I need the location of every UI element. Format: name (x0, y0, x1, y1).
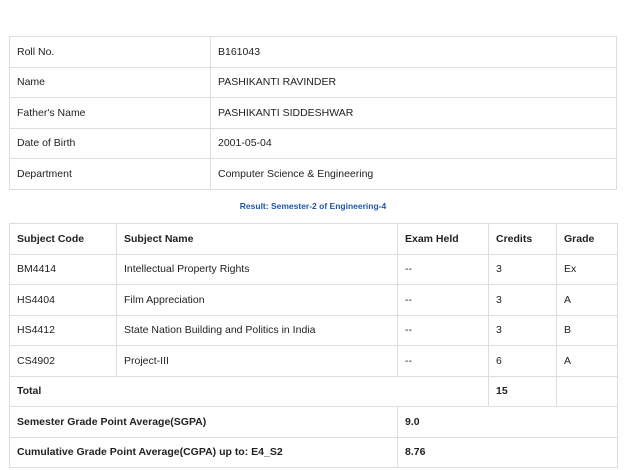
info-row-roll (10, 37, 617, 68)
table-row (10, 254, 618, 285)
total-row (10, 376, 618, 407)
father-name-label: Father's Name (10, 98, 211, 129)
result-page (9, 36, 617, 468)
sgpa-row (10, 407, 618, 438)
subject-code: HS4412 (10, 315, 117, 346)
roll-label: Roll No. (10, 37, 211, 68)
sgpa-value: 9.0 (398, 407, 618, 438)
grade: Ex (557, 254, 618, 285)
credits: 3 (489, 254, 557, 285)
roll-value: B161043 (211, 37, 617, 68)
table-row (10, 346, 618, 377)
exam-held: -- (398, 346, 489, 377)
subject-name: Film Appreciation (117, 285, 398, 316)
subject-name: State Nation Building and Politics in India (117, 315, 398, 346)
grade: A (557, 346, 618, 377)
name-value: PASHIKANTI RAVINDER (211, 67, 617, 98)
grades-table (9, 223, 618, 469)
info-row-department (10, 159, 617, 190)
dob-label: Date of Birth (10, 128, 211, 159)
header-exam-held: Exam Held (398, 223, 489, 254)
info-row-father (10, 98, 617, 129)
result-caption: Result: Semester-2 of Engineering-4 (239, 200, 387, 211)
table-row (10, 285, 618, 316)
exam-held: -- (398, 315, 489, 346)
name-label: Name (10, 67, 211, 98)
grades-header-row (10, 223, 618, 254)
info-row-name (10, 67, 617, 98)
info-row-dob (10, 128, 617, 159)
credits: 6 (489, 346, 557, 377)
father-name-value: PASHIKANTI SIDDESHWAR (211, 98, 617, 129)
grade: A (557, 285, 618, 316)
subject-code: CS4902 (10, 346, 117, 377)
subject-code: HS4404 (10, 285, 117, 316)
cgpa-value: 8.76 (398, 437, 618, 468)
header-credits: Credits (489, 223, 557, 254)
exam-held: -- (398, 285, 489, 316)
sgpa-label: Semester Grade Point Average(SGPA) (10, 407, 398, 438)
credits: 3 (489, 285, 557, 316)
table-row (10, 315, 618, 346)
cgpa-row (10, 437, 618, 468)
header-grade: Grade (557, 223, 618, 254)
subject-code: BM4414 (10, 254, 117, 285)
department-label: Department (10, 159, 211, 190)
subject-name: Project-III (117, 346, 398, 377)
dob-value: 2001-05-04 (211, 128, 617, 159)
header-subject-name: Subject Name (117, 223, 398, 254)
grade: B (557, 315, 618, 346)
total-label: Total (10, 376, 489, 407)
exam-held: -- (398, 254, 489, 285)
total-grade-empty (557, 376, 618, 407)
cgpa-label: Cumulative Grade Point Average(CGPA) up to: E4_S2 (10, 437, 398, 468)
student-info-table (9, 36, 617, 190)
department-value: Computer Science & Engineering (211, 159, 617, 190)
credits: 3 (489, 315, 557, 346)
total-credits: 15 (489, 376, 557, 407)
header-subject-code: Subject Code (10, 223, 117, 254)
subject-name: Intellectual Property Rights (117, 254, 398, 285)
